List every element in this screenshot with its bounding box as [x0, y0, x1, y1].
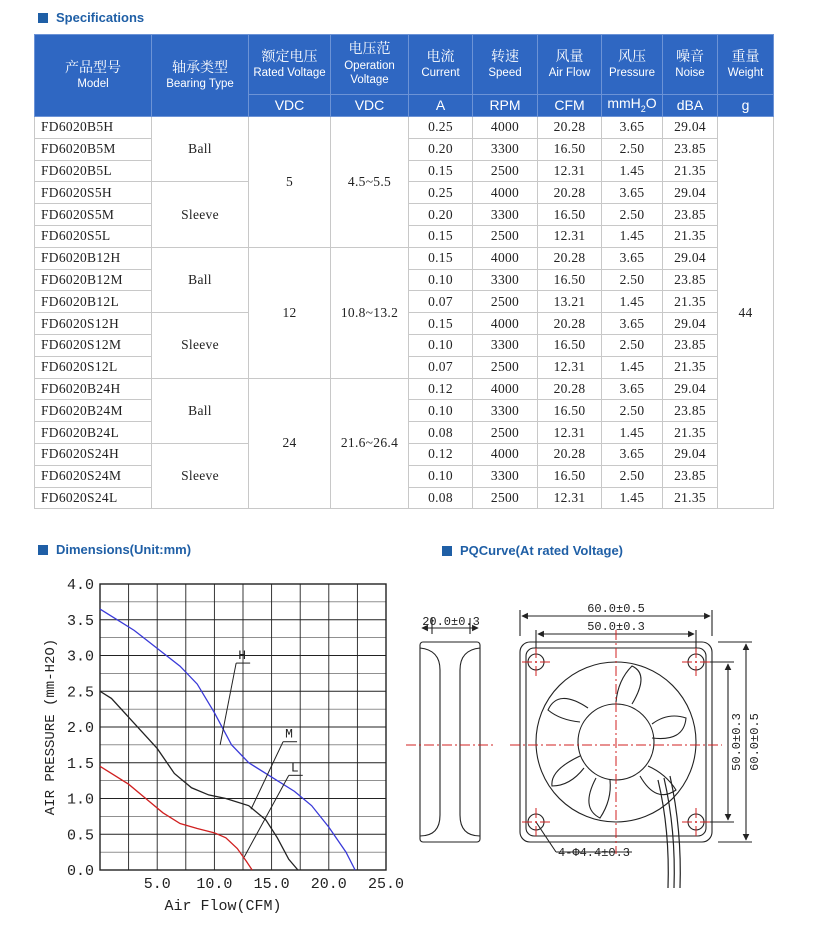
- rated-voltage-cell: 24: [249, 378, 331, 509]
- series-line-h: [100, 609, 355, 870]
- noise-cell: 21.35: [663, 422, 718, 444]
- header-rated-voltage: 额定电压 Rated Voltage: [249, 35, 331, 95]
- header-current: 电流 Current: [409, 35, 473, 95]
- table-header-row: [35, 35, 774, 95]
- operation-voltage-cell: 4.5~5.5: [331, 117, 409, 248]
- header-pressure: 风压 Pressure: [602, 35, 663, 95]
- noise-cell: 29.04: [663, 247, 718, 269]
- y-tick-label: 3.5: [66, 612, 94, 630]
- noise-cell: 21.35: [663, 225, 718, 247]
- header-operation-voltage: 电压范 Operation Voltage: [331, 35, 409, 95]
- speed-cell: 3300: [473, 269, 538, 291]
- weight-cell: 44: [718, 117, 774, 509]
- y-tick-label: 3.0: [66, 648, 94, 666]
- operation-voltage-cell: 21.6~26.4: [331, 378, 409, 509]
- pressure-cell: 1.45: [602, 356, 663, 378]
- pressure-cell: 3.65: [602, 313, 663, 335]
- speed-cell: 3300: [473, 334, 538, 356]
- unit-speed: RPM: [473, 95, 538, 117]
- current-cell: 0.10: [409, 334, 473, 356]
- center-lines: [406, 630, 722, 854]
- header-bearing-type: 轴承类型 Bearing Type: [152, 35, 249, 117]
- model-cell: FD6020S12L: [35, 356, 152, 378]
- model-cell: FD6020S5L: [35, 225, 152, 247]
- bearing-type-cell: Ball: [152, 378, 249, 443]
- model-cell: FD6020B24M: [35, 400, 152, 422]
- pressure-cell: 3.65: [602, 378, 663, 400]
- pq-curve-chart: [38, 570, 410, 920]
- outer-width-label: 60.0±0.5: [587, 602, 645, 616]
- unit-operation-voltage: VDC: [331, 95, 409, 117]
- y-tick-label: 4.0: [66, 577, 94, 594]
- pressure-cell: 3.65: [602, 443, 663, 465]
- current-cell: 0.07: [409, 291, 473, 313]
- hole-spec-label: 4-Φ4.4±0.3: [558, 846, 631, 860]
- speed-cell: 3300: [473, 400, 538, 422]
- table-row: [35, 378, 774, 400]
- callout-leader-m: [251, 742, 283, 810]
- rated-voltage-cell: 12: [249, 247, 331, 378]
- noise-cell: 21.35: [663, 487, 718, 509]
- thickness-label: 20.0±0.3: [422, 615, 480, 629]
- noise-cell: 23.85: [663, 204, 718, 226]
- bearing-type-cell: Sleeve: [152, 313, 249, 378]
- heading-square-icon: [442, 546, 452, 556]
- x-tick-label: 20.0: [310, 876, 347, 893]
- series-line-l: [100, 766, 252, 870]
- noise-cell: 29.04: [663, 182, 718, 204]
- noise-cell: 29.04: [663, 313, 718, 335]
- y-axis-label: AIR PRESSURE (mm-H2O): [43, 638, 59, 816]
- pressure-cell: 3.65: [602, 247, 663, 269]
- x-tick-label: 25.0: [367, 876, 405, 893]
- unit-rated-voltage: VDC: [249, 95, 331, 117]
- speed-cell: 4000: [473, 378, 538, 400]
- current-cell: 0.10: [409, 269, 473, 291]
- pressure-cell: 3.65: [602, 117, 663, 139]
- header-model: 产品型号 Model: [35, 35, 152, 117]
- current-cell: 0.08: [409, 422, 473, 444]
- air-flow-cell: 12.31: [538, 160, 602, 182]
- header-air-flow: 风量 Air Flow: [538, 35, 602, 95]
- model-cell: FD6020B24L: [35, 422, 152, 444]
- air-flow-cell: 16.50: [538, 465, 602, 487]
- y-tick-label: 2.5: [66, 684, 94, 702]
- noise-cell: 29.04: [663, 378, 718, 400]
- noise-cell: 21.35: [663, 291, 718, 313]
- specifications-heading-text: Specifications: [56, 10, 145, 25]
- current-cell: 0.20: [409, 204, 473, 226]
- air-flow-cell: 16.50: [538, 204, 602, 226]
- model-cell: FD6020S12M: [35, 334, 152, 356]
- air-flow-cell: 20.28: [538, 313, 602, 335]
- speed-cell: 4000: [473, 313, 538, 335]
- pq-curve-heading: [442, 543, 623, 558]
- model-cell: FD6020B24H: [35, 378, 152, 400]
- callout-leader-h: [220, 663, 236, 745]
- noise-cell: 23.85: [663, 138, 718, 160]
- table-row: [35, 117, 774, 139]
- dimensions-heading-text: Dimensions(Unit:mm): [56, 542, 192, 557]
- pq-curve-heading-text: PQCurve(At rated Voltage): [460, 543, 624, 558]
- header-noise: 噪音 Noise: [663, 35, 718, 95]
- current-cell: 0.15: [409, 247, 473, 269]
- specifications-heading: [38, 10, 144, 25]
- hole-vertical-label: 50.0±0.3: [730, 713, 744, 771]
- model-cell: FD6020B5L: [35, 160, 152, 182]
- air-flow-cell: 20.28: [538, 117, 602, 139]
- air-flow-cell: 16.50: [538, 334, 602, 356]
- hole-spacing-label: 50.0±0.3: [587, 620, 645, 634]
- y-tick-label: 0.5: [66, 827, 94, 845]
- pressure-cell: 1.45: [602, 225, 663, 247]
- fan-front-view: [520, 610, 752, 888]
- pressure-cell: 2.50: [602, 400, 663, 422]
- rated-voltage-cell: 5: [249, 117, 331, 248]
- fan-side-view: [420, 618, 480, 842]
- speed-cell: 3300: [473, 204, 538, 226]
- model-cell: FD6020B12M: [35, 269, 152, 291]
- header-weight: 重量 Weight: [718, 35, 774, 95]
- noise-cell: 29.04: [663, 117, 718, 139]
- current-cell: 0.20: [409, 138, 473, 160]
- speed-cell: 2500: [473, 225, 538, 247]
- pressure-cell: 2.50: [602, 465, 663, 487]
- model-cell: FD6020S24M: [35, 465, 152, 487]
- noise-cell: 21.35: [663, 160, 718, 182]
- speed-cell: 4000: [473, 247, 538, 269]
- x-tick-label: 15.0: [253, 876, 290, 893]
- speed-cell: 2500: [473, 160, 538, 182]
- model-cell: FD6020B12H: [35, 247, 152, 269]
- speed-cell: 2500: [473, 487, 538, 509]
- unit-noise: dBA: [663, 95, 718, 117]
- table-row: [35, 247, 774, 269]
- pressure-cell: 2.50: [602, 204, 663, 226]
- noise-cell: 29.04: [663, 443, 718, 465]
- specifications-body: [35, 117, 774, 509]
- pressure-cell: 2.50: [602, 269, 663, 291]
- speed-cell: 4000: [473, 117, 538, 139]
- pressure-cell: 1.45: [602, 487, 663, 509]
- header-speed: 转速 Speed: [473, 35, 538, 95]
- x-axis-label: Air Flow(CFM): [164, 898, 282, 915]
- speed-cell: 2500: [473, 422, 538, 444]
- pressure-cell: 3.65: [602, 182, 663, 204]
- model-cell: FD6020S24L: [35, 487, 152, 509]
- y-tick-label: 1.5: [66, 755, 94, 773]
- unit-current: A: [409, 95, 473, 117]
- y-tick-label: 1.0: [66, 791, 94, 809]
- model-cell: FD6020S5H: [35, 182, 152, 204]
- noise-cell: 23.85: [663, 465, 718, 487]
- fan-blade-shapes: [548, 666, 686, 818]
- current-cell: 0.10: [409, 465, 473, 487]
- speed-cell: 4000: [473, 182, 538, 204]
- model-cell: FD6020B5H: [35, 117, 152, 139]
- model-cell: FD6020S24H: [35, 443, 152, 465]
- noise-cell: 23.85: [663, 334, 718, 356]
- x-tick-label: 5.0: [143, 876, 171, 893]
- noise-cell: 23.85: [663, 269, 718, 291]
- speed-cell: 3300: [473, 465, 538, 487]
- pressure-cell: 1.45: [602, 291, 663, 313]
- air-flow-cell: 12.31: [538, 356, 602, 378]
- bearing-type-cell: Sleeve: [152, 182, 249, 247]
- current-cell: 0.25: [409, 117, 473, 139]
- speed-cell: 3300: [473, 138, 538, 160]
- current-cell: 0.12: [409, 378, 473, 400]
- series-label-l: L: [290, 760, 299, 776]
- speed-cell: 2500: [473, 356, 538, 378]
- pressure-cell: 1.45: [602, 160, 663, 182]
- air-flow-cell: 13.21: [538, 291, 602, 313]
- air-flow-cell: 16.50: [538, 138, 602, 160]
- noise-cell: 23.85: [663, 400, 718, 422]
- bearing-type-cell: Sleeve: [152, 443, 249, 508]
- series-label-m: M: [285, 726, 293, 742]
- x-tick-label: 10.0: [196, 876, 233, 893]
- current-cell: 0.15: [409, 160, 473, 182]
- bearing-type-cell: Ball: [152, 117, 249, 182]
- heading-square-icon: [38, 545, 48, 555]
- bearing-type-cell: Ball: [152, 247, 249, 312]
- air-flow-cell: 20.28: [538, 378, 602, 400]
- speed-cell: 2500: [473, 291, 538, 313]
- air-flow-cell: 20.28: [538, 443, 602, 465]
- air-flow-cell: 20.28: [538, 182, 602, 204]
- air-flow-cell: 12.31: [538, 422, 602, 444]
- air-flow-cell: 20.28: [538, 247, 602, 269]
- y-tick-label: 2.0: [66, 720, 94, 737]
- pressure-cell: 2.50: [602, 138, 663, 160]
- unit-air-flow: CFM: [538, 95, 602, 117]
- model-cell: FD6020S5M: [35, 204, 152, 226]
- model-cell: FD6020B12L: [35, 291, 152, 313]
- outer-height-label: 60.0±0.5: [748, 713, 762, 771]
- pressure-cell: 2.50: [602, 334, 663, 356]
- fan-dimension-drawing: [400, 590, 772, 890]
- dimensions-heading: [38, 542, 191, 557]
- current-cell: 0.12: [409, 443, 473, 465]
- current-cell: 0.10: [409, 400, 473, 422]
- unit-weight: g: [718, 95, 774, 117]
- heading-square-icon: [38, 13, 48, 23]
- y-tick-label: 0.0: [66, 863, 94, 880]
- specifications-table: [34, 34, 774, 509]
- current-cell: 0.25: [409, 182, 473, 204]
- current-cell: 0.15: [409, 225, 473, 247]
- series-label-h: H: [238, 648, 247, 664]
- model-cell: FD6020B5M: [35, 138, 152, 160]
- air-flow-cell: 12.31: [538, 487, 602, 509]
- current-cell: 0.15: [409, 313, 473, 335]
- air-flow-cell: 12.31: [538, 225, 602, 247]
- model-cell: FD6020S12H: [35, 313, 152, 335]
- operation-voltage-cell: 10.8~13.2: [331, 247, 409, 378]
- unit-pressure: mmH$_2$O: [602, 95, 663, 117]
- noise-cell: 21.35: [663, 356, 718, 378]
- pressure-cell: 1.45: [602, 422, 663, 444]
- air-flow-cell: 16.50: [538, 400, 602, 422]
- current-cell: 0.07: [409, 356, 473, 378]
- current-cell: 0.08: [409, 487, 473, 509]
- air-flow-cell: 16.50: [538, 269, 602, 291]
- speed-cell: 4000: [473, 443, 538, 465]
